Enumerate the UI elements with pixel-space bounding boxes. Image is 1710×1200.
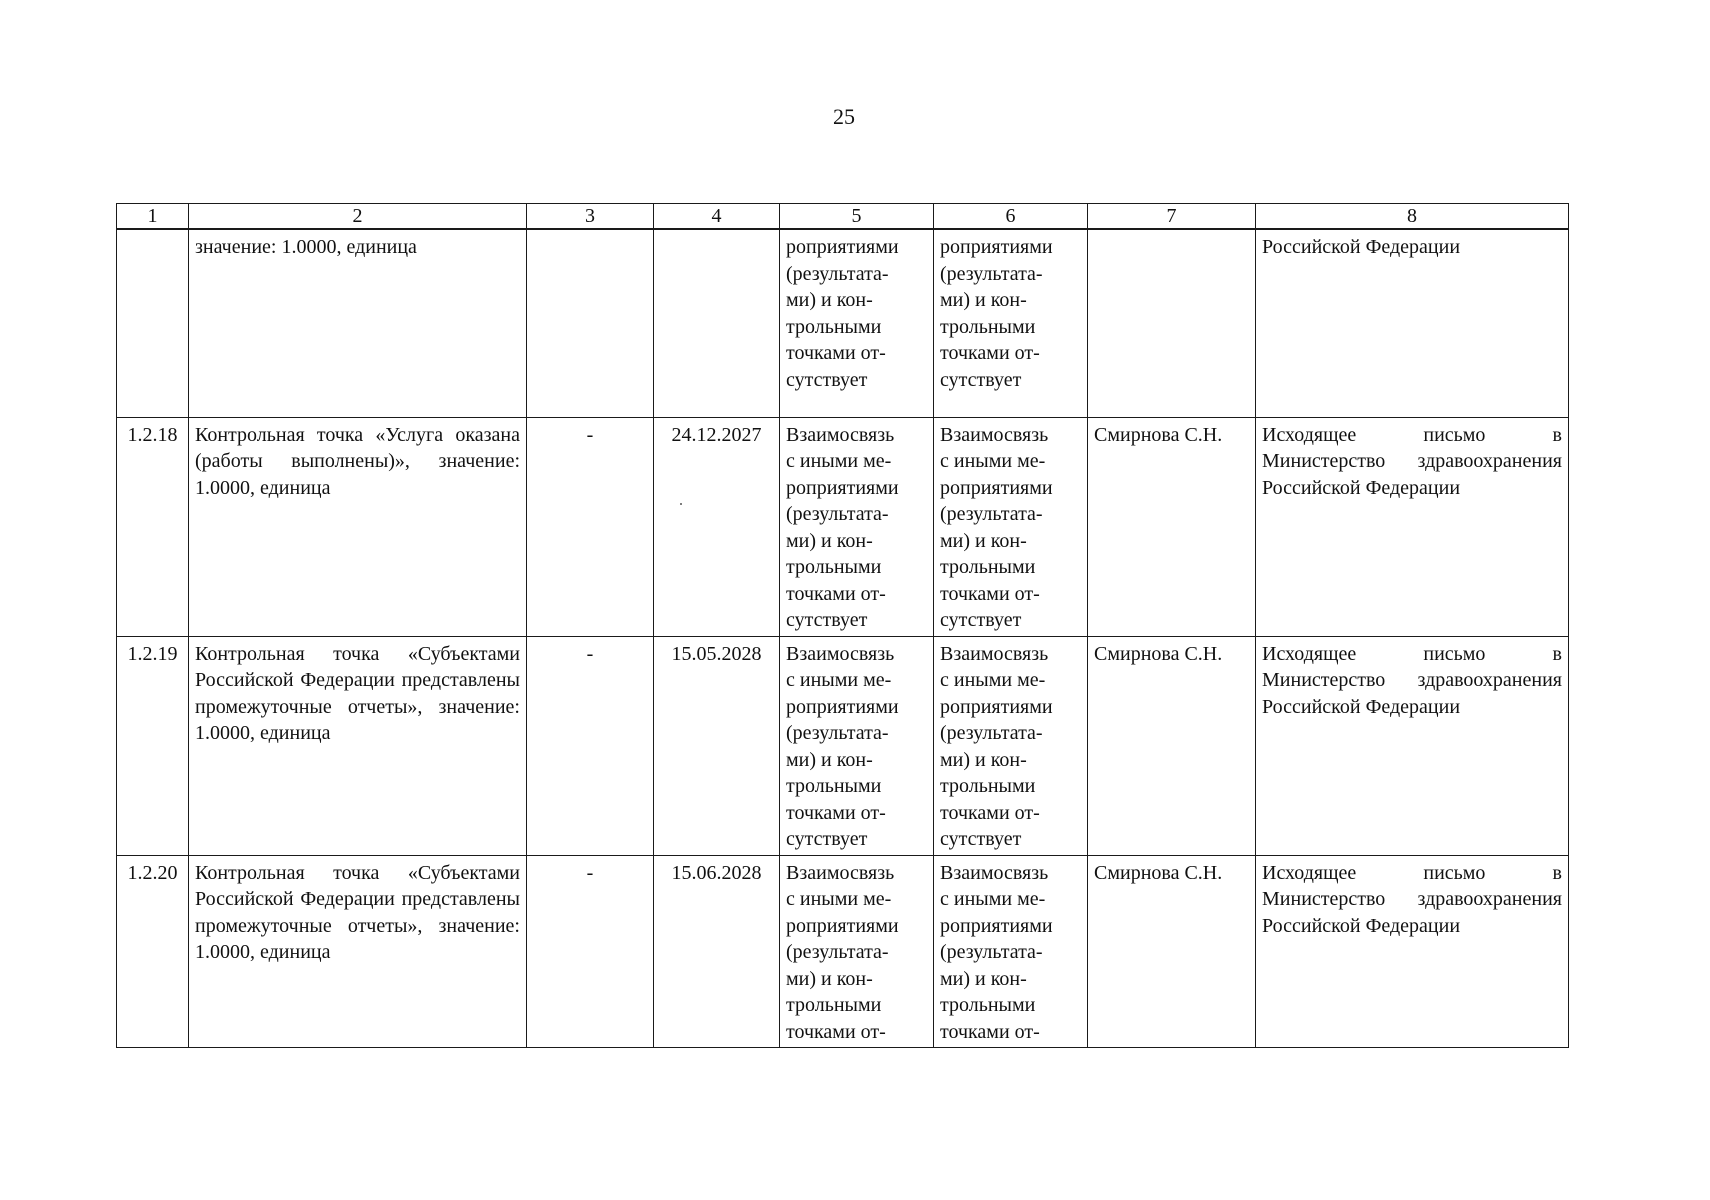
deadline-date-cell: 15.06.2028 [654, 855, 780, 1048]
responsible-cell [1088, 229, 1256, 417]
confirming-document-cell: Исходящее письмо в Министерство здравоохранения Российской Федерации [1256, 855, 1569, 1048]
responsible-cell: Смирнова С.Н. [1088, 855, 1256, 1048]
predecessor-cell: - [527, 855, 654, 1048]
deadline-date-cell: 15.05.2028 [654, 636, 780, 855]
column-header: 1 [117, 204, 189, 230]
table-row [117, 417, 1569, 636]
confirming-document-cell: Российской Федерации [1256, 229, 1569, 417]
column-header: 6 [934, 204, 1088, 230]
deadline-date-cell [654, 229, 780, 417]
confirming-document-cell: Исходящее письмо в Министерство здравоохранения Российской Федерации [1256, 417, 1569, 636]
relation-cell: Взаимосвязь с иными ме- роприятиями (результата- ми) и кон- трольными точками от- сутствует [934, 636, 1088, 855]
relation-cell: Взаимосвязь с иными ме- роприятиями (результата- ми) и кон- трольными точками от- сутствует [780, 636, 934, 855]
relation-cell: Взаимосвязь с иными ме- роприятиями (результата- ми) и кон- трольными точками от- сутствует [780, 417, 934, 636]
column-header: 2 [189, 204, 527, 230]
column-header: 4 [654, 204, 780, 230]
predecessor-cell [527, 229, 654, 417]
table-row [117, 855, 1569, 1048]
control-point-name-cell: Контрольная точка «Услуга оказана (работы выполнены)», значение: 1.0000, единица [189, 417, 527, 636]
table-header-row [117, 204, 1569, 230]
scan-speck [680, 503, 682, 505]
predecessor-cell: - [527, 417, 654, 636]
page-number: 25 [833, 104, 855, 129]
relation-cell: Взаимосвязь с иными ме- роприятиями (результата- ми) и кон- трольными точками от- [934, 855, 1088, 1048]
deadline-date-cell: 24.12.2027 [654, 417, 780, 636]
row-number-cell [117, 229, 189, 417]
relation-cell: роприятиями (результата- ми) и кон- трольными точками от- сутствует [780, 229, 934, 417]
table-row [117, 229, 1569, 417]
row-number-cell: 1.2.20 [117, 855, 189, 1048]
control-point-name-cell: Контрольная точка «Субъектами Российской Федерации представлены промежуточные отчеты», значение: 1.0000, единица [189, 636, 527, 855]
control-points-table [116, 203, 1569, 1048]
row-number-cell: 1.2.19 [117, 636, 189, 855]
control-point-name-cell: Контрольная точка «Субъектами Российской Федерации представлены промежуточные отчеты», значение: 1.0000, единица [189, 855, 527, 1048]
table-row [117, 636, 1569, 855]
relation-cell: Взаимосвязь с иными ме- роприятиями (результата- ми) и кон- трольными точками от- [780, 855, 934, 1048]
column-header: 3 [527, 204, 654, 230]
column-header: 8 [1256, 204, 1569, 230]
control-point-name-cell: значение: 1.0000, единица [189, 229, 527, 417]
relation-cell: Взаимосвязь с иными ме- роприятиями (результата- ми) и кон- трольными точками от- сутствует [934, 417, 1088, 636]
responsible-cell: Смирнова С.Н. [1088, 636, 1256, 855]
responsible-cell: Смирнова С.Н. [1088, 417, 1256, 636]
column-header: 7 [1088, 204, 1256, 230]
row-number-cell: 1.2.18 [117, 417, 189, 636]
confirming-document-cell: Исходящее письмо в Министерство здравоохранения Российской Федерации [1256, 636, 1569, 855]
column-header: 5 [780, 204, 934, 230]
predecessor-cell: - [527, 636, 654, 855]
relation-cell: роприятиями (результата- ми) и кон- трольными точками от- сутствует [934, 229, 1088, 417]
